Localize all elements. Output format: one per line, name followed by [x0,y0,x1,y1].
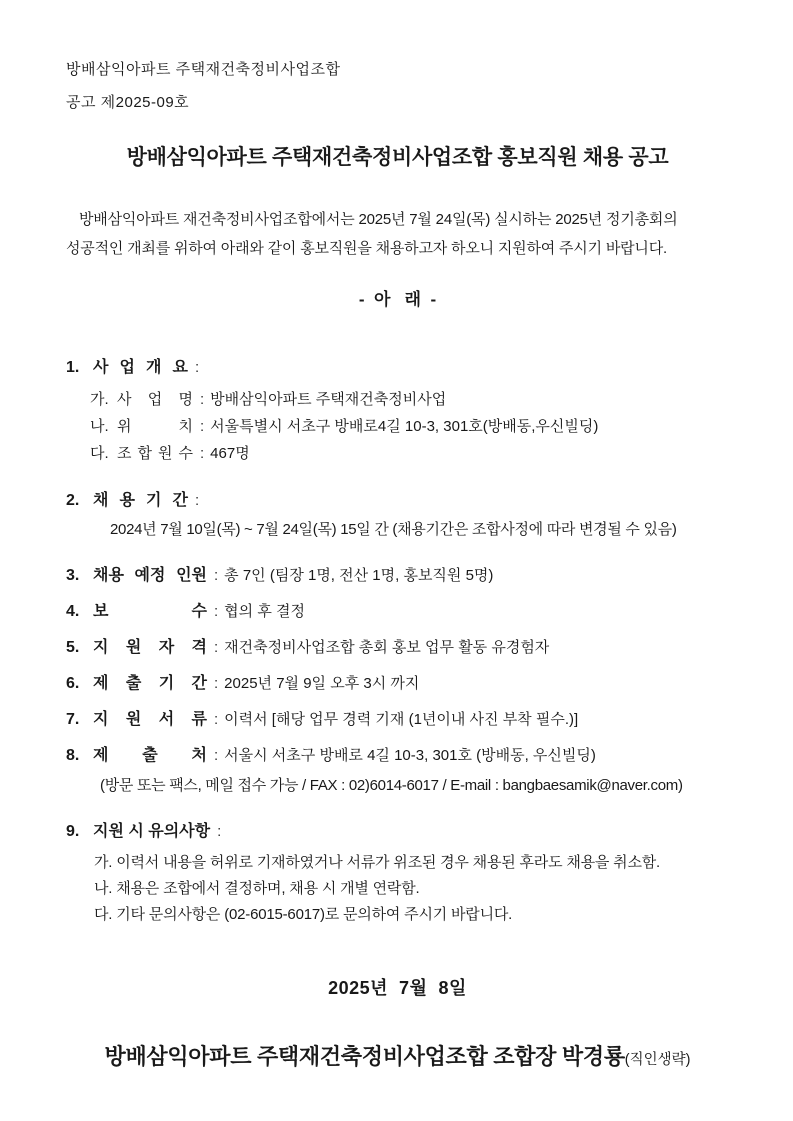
section-9-label: 지원 시 유의사항 [93,823,211,840]
section-3-row [66,564,729,588]
intro-line-2: 성공적인 개최를 위하여 아래와 같이 홍보직원을 채용하고자 하오니 지원하여 주시기 바랍니다. [66,240,667,257]
colon: : [214,747,219,764]
intro-line-1: 방배삼익아파트 재건축정비사업조합에서는 2025년 7월 24일(목) 실시하는 2025년 정기총회의 [79,211,678,228]
item-label: 위 치 [117,418,193,435]
section-1-header [66,356,729,380]
section-8-note: (방문 또는 팩스, 메일 접수 가능 / FAX : 02)6014-6017 / E-mail : bangbaesamik@naver.com) [100,777,683,794]
list-item-note-3: 다. 기타 문의사항은 (02-6015-6017)로 문의하여 주시기 바랍니다. [94,906,513,923]
section-9-items [66,850,729,928]
seal-omitted-note: (직인생략) [624,1052,691,1068]
section-2-number: 2. [66,492,80,509]
section-7-value: 이력서 [해당 업무 경력 기재 (1년이내 사진 부착 필수.)] [224,711,579,728]
section-2-content: 2024년 7월 10일(목) ~ 7월 24일(목) 15일 간 (채용기간은 조합사정에 따라 변경될 수 있음) [110,521,677,538]
section-3-label: 채용 예정 인원 [93,567,207,584]
section-6-label: 제 출 기 간 [93,675,207,692]
notice-number: 공고 제2025-09호 [66,94,190,111]
section-8-value: 서울시 서초구 방배로 4길 10-3, 301호 (방배동, 우신빌딩) [224,747,596,764]
item-prefix: 나. [90,418,109,435]
section-8-label: 제 출 처 [93,747,207,764]
document-title: 방배삼익아파트 주택재건축정비사업조합 홍보직원 채용 공고 [126,146,669,169]
section-6-row [66,672,729,696]
item-prefix: 다. [90,445,109,462]
section-6-number: 6. [66,675,80,692]
document-date: 2025년 7월 8일 [328,978,467,998]
section-4-label: 보 수 [93,603,207,620]
section-8-number: 8. [66,747,80,764]
section-4-row [66,600,729,624]
list-item-note-1: 가. 이력서 내용을 허위로 기재하였거나 서류가 위조된 경우 채용된 후라도 채용을 취소함. [94,854,661,871]
section-1-items [66,386,729,467]
section-5-value: 재건축정비사업조합 총회 홍보 업무 활동 유경험자 [224,639,550,656]
signature-name: 방배삼익아파트 주택재건축정비사업조합 조합장 박경룡 [104,1044,625,1069]
section-9-number: 9. [66,823,80,840]
item-value: 서울특별시 서초구 방배로4길 10-3, 301호(방배동,우신빌딩) [210,418,599,435]
section-1-number: 1. [66,359,80,376]
section-8-row [66,744,729,768]
section-5-label: 지 원 자 격 [93,639,207,656]
section-3-value: 총 7인 (팀장 1명, 전산 1명, 홍보직원 5명) [224,567,494,584]
item-prefix: 가. [90,391,109,408]
list-item-location [66,413,729,440]
section-7-number: 7. [66,711,80,728]
colon: : [195,359,200,376]
list-item-member-count [66,440,729,467]
item-label: 조 합 원 수 [117,445,193,462]
section-7-row [66,708,729,732]
item-label: 사 업 명 [117,391,193,408]
section-4-number: 4. [66,603,80,620]
section-9-header [66,820,729,844]
colon: : [217,823,222,840]
section-5-row [66,636,729,660]
colon: : [200,418,205,435]
item-value: 방배삼익아파트 주택재건축정비사업 [210,391,447,408]
colon: : [214,639,219,656]
item-value: 467명 [210,445,250,462]
intro-paragraph [66,205,729,263]
signature-line [66,1040,729,1071]
org-name: 방배삼익아파트 주택재건축정비사업조합 [66,61,341,78]
colon: : [214,675,219,692]
colon: : [214,603,219,620]
section-2-header [66,489,729,513]
section-2-label: 채 용 기 간 [93,492,188,509]
colon: : [200,445,205,462]
list-item-note-2: 나. 채용은 조합에서 결정하며, 채용 시 개별 연락함. [94,880,420,897]
colon: : [195,492,200,509]
colon: : [214,567,219,584]
below-divider: - 아 래 - [358,290,437,309]
colon: : [214,711,219,728]
section-3-number: 3. [66,567,80,584]
section-4-value: 협의 후 결정 [224,603,305,620]
list-item-business-name [66,386,729,413]
section-1-label: 사 업 개 요 [93,359,188,376]
colon: : [200,391,205,408]
section-5-number: 5. [66,639,80,656]
section-7-label: 지 원 서 류 [93,711,207,728]
section-6-value: 2025년 7월 9일 오후 3시 까지 [224,675,420,692]
